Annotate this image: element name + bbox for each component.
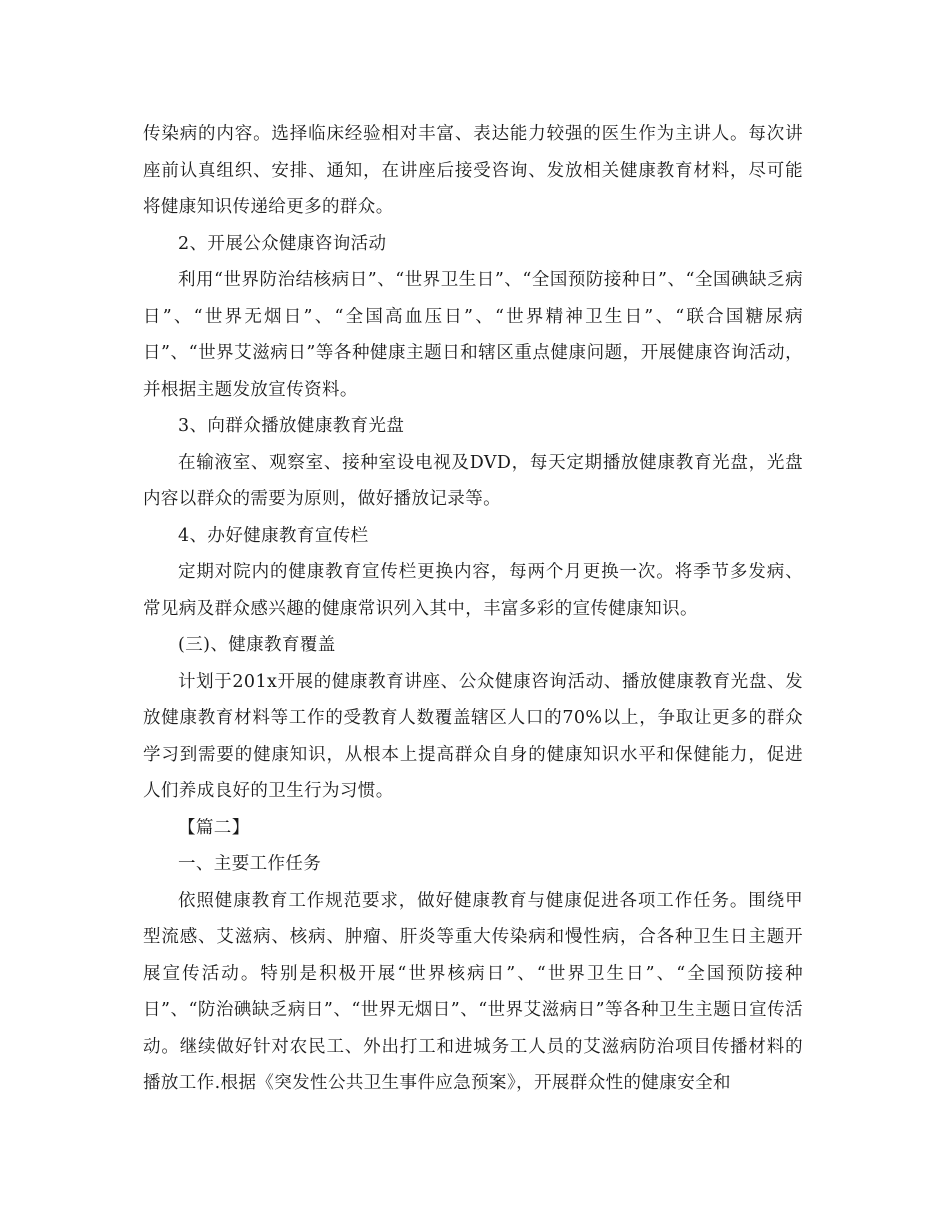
section-title-part-two: 【篇二】 [178,817,250,838]
document-body [143,116,803,1102]
paragraph-main-tasks: 依照健康教育工作规范要求，做好健康教育与健康促进各项工作任务。围绕甲型流感、艾滋病、核病、肿瘤、肝炎等重大传染病和慢性病，合各种卫生日主题开展宣传活动。特别是积极开展“世界核病日”、“世界卫生日”、“全国预防接种日”、“防治碘缺乏病日”、“世界无烟日”、“世界艾滋病日”等各种卫生主题日宣传活动。继续做好针对农民工、外出打工和进城务工人员的艾滋病防治项目传播材料的播放工作.根据《突发性公共卫生事件应急预案》，开展群众性的健康安全和 [143,890,803,1093]
heading-public-consultation: 2、开展公众健康咨询活动 [178,233,387,254]
heading-bulletin-board: 4、办好健康教育宣传栏 [178,525,369,546]
heading-dvd-broadcast: 3、向群众播放健康教育光盘 [178,416,405,436]
paragraph-health-days: 利用“世界防治结核病日”、“世界卫生日”、“全国预防接种日”、“全国碘缺乏病日”、“世界无烟日”、“全国高血压日”、“世界精神卫生日”、“联合国糖尿病日”、“世界艾滋病日”等各种健康主题日和辖区重点健康问题，开展健康咨询活动，并根据主题发放宣传资料。 [143,270,803,400]
paragraph-bulletin-board: 定期对院内的健康教育宣传栏更换内容，每两个月更换一次。将季节多发病、常见病及群众感兴趣的健康常识列入其中，丰富多彩的宣传健康知识。 [143,562,803,619]
paragraph-dvd: 在输液室、观察室、接种室设电视及DVD，每天定期播放健康教育光盘，光盘内容以群众的需要为原则，做好播放记录等。 [143,452,803,509]
heading-main-tasks: 一、主要工作任务 [178,854,322,874]
paragraph-coverage: 计划于201x开展的健康教育讲座、公众健康咨询活动、播放健康教育光盘、发放健康教育材料等工作的受教育人数覆盖辖区人口的70%以上，争取让更多的群众学习到需要的健康知识，从根本上提高群众自身的健康知识水平和保健能力，促进人们养成良好的卫生行为习惯。 [143,671,803,801]
paragraph-continuation: 传染病的内容。选择临床经验相对丰富、表达能力较强的医生作为主讲人。每次讲座前认真组织、安排、通知，在讲座后接受咨询、发放相关健康教育材料，尽可能将健康知识传递给更多的群众。 [143,124,803,217]
heading-coverage: (三)、健康教育覆盖 [178,635,336,655]
